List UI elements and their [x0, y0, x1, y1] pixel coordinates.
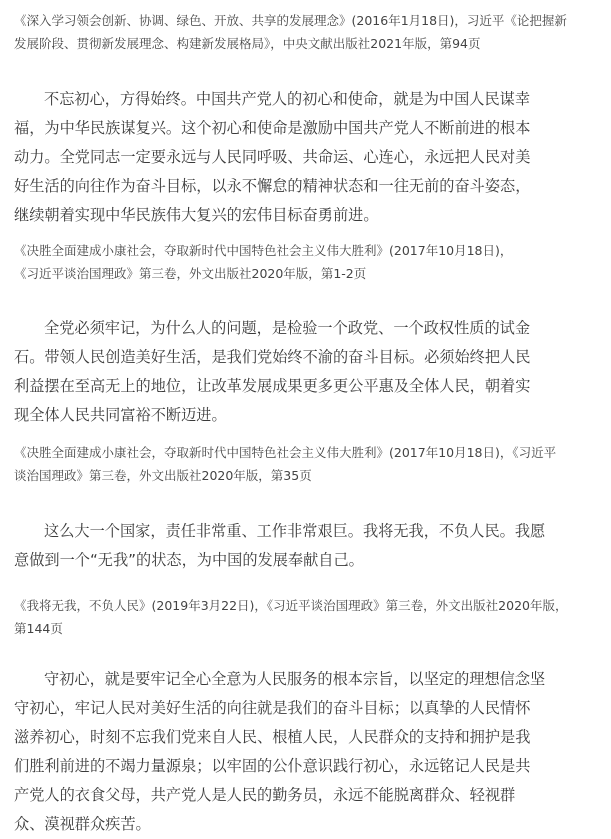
quote-paragraph-2 [14, 314, 599, 430]
paragraph-line: 好生活的向往作为奋斗目标，以永不懈怠的精神状态和一往无前的奋斗姿态， [14, 177, 531, 195]
paragraph-line: 滋养初心，时刻不忘我们党来自人民、根植人民，人民群众的支持和拥护是我 [14, 728, 531, 746]
paragraph-line: 现全体人民共同富裕不断迈进。 [14, 406, 227, 424]
citation-line: 《我将无我，不负人民》(2019年3月22日)，《习近平谈治国理政》第三卷，外文出版社2020年版， [14, 598, 568, 613]
paragraph-line: 不忘初心，方得始终。中国共产党人的初心和使命，就是为中国人民谋幸 [44, 90, 530, 108]
citation-3 [14, 441, 599, 487]
quote-paragraph-4 [14, 665, 599, 839]
citation-line: 《决胜全面建成小康社会，夺取新时代中国特色社会主义伟大胜利》(2017年10月18日)，《习近平 [14, 445, 557, 460]
paragraph-line: 全党必须牢记，为什么人的问题，是检验一个政党、一个政权性质的试金 [44, 319, 530, 337]
paragraph-line: 石。带领人民创造美好生活，是我们党始终不渝的奋斗目标。必须始终把人民 [14, 348, 531, 366]
citation-line: 发展阶段、贯彻新发展理念、构建新发展格局》，中央文献出版社2021年版，第94页 [14, 36, 481, 51]
paragraph-line: 利益摆在至高无上的地位，让改革发展成果更多更公平惠及全体人民，朝着实 [14, 377, 531, 395]
citation-line: 《决胜全面建成小康社会，夺取新时代中国特色社会主义伟大胜利》(2017年10月18日)， [14, 243, 513, 258]
paragraph-line: 们胜利前进的不竭力量源泉；以牢固的公仆意识践行初心，永远铭记人民是共 [14, 757, 531, 775]
paragraph-line: 福，为中华民族谋复兴。这个初心和使命是激励中国共产党人不断前进的根本 [14, 119, 531, 137]
paragraph-line: 继续朝着实现中华民族伟大复兴的宏伟目标奋勇前进。 [14, 206, 379, 224]
citation-line: 《深入学习领会创新、协调、绿色、开放、共享的发展理念》(2016年1月18日)，习近平《论把握新 [14, 13, 567, 28]
citation-line: 第144页 [14, 621, 63, 636]
paragraph-line: 意做到一个“无我”的状态，为中国的发展奉献自己。 [14, 551, 364, 569]
quote-paragraph-1 [14, 85, 599, 230]
citation-1 [14, 9, 599, 55]
paragraph-line: 动力。全党同志一定要永远与人民同呼吸、共命运、心连心，永远把人民对美 [14, 148, 531, 166]
paragraph-line: 守初心，就是要牢记全心全意为人民服务的根本宗旨，以坚定的理想信念坚 [44, 670, 546, 688]
citation-line: 《习近平谈治国理政》第三卷，外文出版社2020年版，第1-2页 [14, 266, 367, 281]
paragraph-line: 产党人的衣食父母，共产党人是人民的勤务员，永远不能脱离群众、轻视群 [14, 786, 516, 804]
citation-4 [14, 594, 599, 640]
paragraph-line: 这么大一个国家，责任非常重、工作非常艰巨。我将无我，不负人民。我愿 [44, 522, 546, 540]
citation-2 [14, 239, 599, 285]
paragraph-line: 众、漠视群众疾苦。 [14, 815, 151, 833]
paragraph-line: 守初心，牢记人民对美好生活的向往就是我们的奋斗目标；以真挚的人民情怀 [14, 699, 531, 717]
quote-paragraph-3 [14, 517, 599, 575]
citation-line: 谈治国理政》第三卷，外文出版社2020年版，第35页 [14, 468, 312, 483]
